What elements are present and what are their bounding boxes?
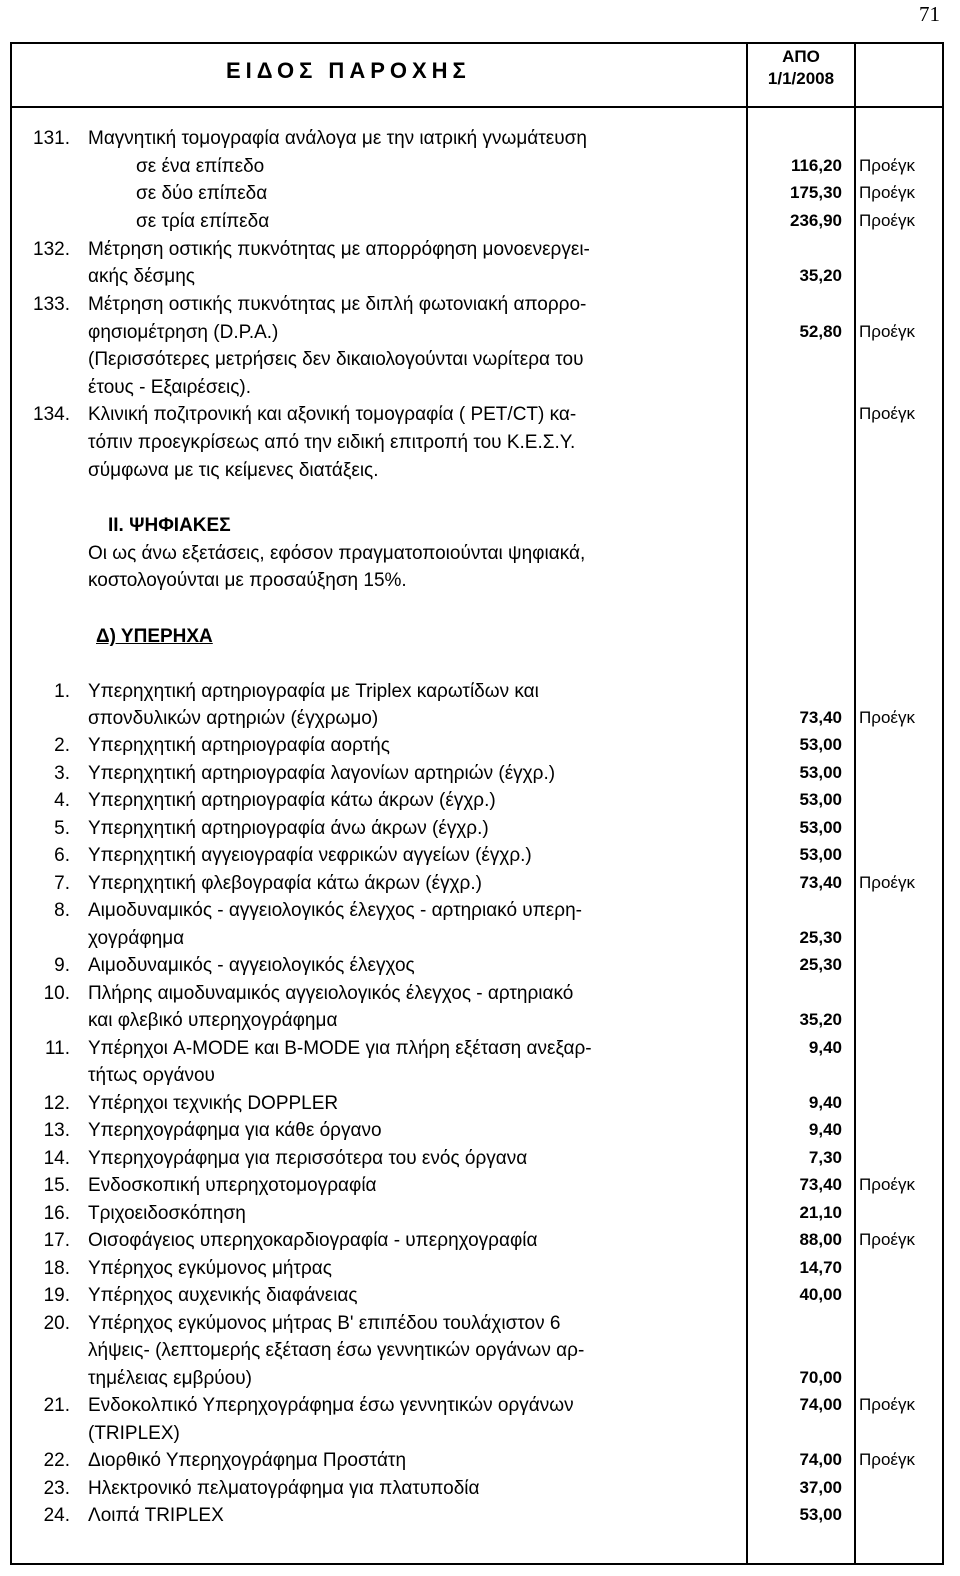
item-price: 175,30: [790, 183, 842, 202]
item-number: 22.: [43, 1450, 70, 1471]
item-description: Υπερηχητική αρτηριογραφία λαγονίων αρτηριών (έγχρ.): [88, 763, 556, 784]
item-number: 12.: [43, 1093, 70, 1114]
item-description: Δ) ΥΠΕΡΗΧΑ: [96, 626, 213, 647]
item-approval-note: Προέγκ: [859, 183, 915, 202]
item-description: Υπέρηχος αυχενικής διαφάνειας: [88, 1285, 358, 1306]
list-item: [0, 1313, 960, 1340]
item-description: σε δύο επίπεδα: [136, 183, 268, 204]
list-item: [0, 349, 960, 376]
item-description: Μέτρηση οστικής πυκνότητας με απορρόφηση μονοενεργει-: [88, 239, 590, 260]
item-price: 37,00: [799, 1478, 842, 1497]
item-description: λήψεις- (λεπτομερής εξέταση έσω γεννητικών οργάνων αρ-: [88, 1340, 585, 1361]
item-description: σύμφωνα με τις κείμενες διατάξεις.: [88, 460, 379, 481]
item-price: 7,30: [808, 1148, 842, 1167]
item-description: (TRIPLEX): [88, 1423, 180, 1444]
list-item: [0, 983, 960, 1010]
item-description: Ενδοσκοπική υπερηχοτομογραφία: [88, 1175, 377, 1196]
item-description: Τριχοειδοσκόπηση: [88, 1203, 246, 1224]
price-header-line2: 1/1/2008: [767, 69, 835, 88]
item-number: 20.: [43, 1313, 70, 1334]
list-item: [0, 790, 960, 817]
item-description: χογράφημα: [88, 928, 185, 949]
list-item: [0, 322, 960, 349]
header-divider: [10, 106, 944, 108]
item-price: 53,00: [799, 763, 842, 782]
list-item: [0, 515, 960, 542]
list-item: [0, 626, 960, 653]
item-description: Διορθικό Υπερηχογράφημα Προστάτη: [88, 1450, 407, 1471]
list-item: [0, 128, 960, 155]
list-item: [0, 1093, 960, 1120]
item-description: Αιμοδυναμικός - αγγειολογικός έλεγχος - αρτηριακό υπερη-: [88, 900, 582, 921]
list-item: [0, 1368, 960, 1395]
list-item: [0, 1148, 960, 1175]
item-description: Υπερηχητική αρτηριογραφία με Triplex καρωτίδων και: [88, 681, 539, 702]
list-item: [0, 1065, 960, 1092]
item-number: 13.: [43, 1120, 70, 1141]
item-number: 133.: [33, 294, 70, 315]
list-item: [0, 1505, 960, 1532]
item-price: 25,30: [799, 928, 842, 947]
list-item: [0, 460, 960, 487]
item-number: 5.: [54, 818, 70, 839]
item-number: 132.: [33, 239, 70, 260]
item-description: Ενδοκολπικό Υπερηχογράφημα έσω γεννητικών οργάνων: [88, 1395, 574, 1416]
list-item: [0, 735, 960, 762]
item-price: 53,00: [799, 1505, 842, 1524]
list-item: [0, 955, 960, 982]
item-description: Υπέρηχοι τεχνικής DOPPLER: [88, 1093, 339, 1114]
item-description: Υπερηχητική αγγειογραφία νεφρικών αγγείων (έγχρ.): [88, 845, 532, 866]
item-price: 53,00: [799, 735, 842, 754]
item-description: φησιομέτρηση (D.P.A.): [88, 322, 279, 343]
item-price: 52,80: [799, 322, 842, 341]
item-description: τημέλειας εμβρύου): [88, 1368, 252, 1389]
item-description: II. ΨΗΦΙΑΚΕΣ: [108, 515, 231, 536]
item-description: Οισοφάγειος υπερηχοκαρδιογραφία - υπερηχογραφία: [88, 1230, 538, 1251]
list-item: [0, 1395, 960, 1422]
item-description: τόπιν προεγκρίσεως από την ειδική επιτροπή του Κ.Ε.Σ.Υ.: [88, 432, 576, 453]
item-price: 53,00: [799, 845, 842, 864]
list-item: [0, 763, 960, 790]
item-price: 74,00: [799, 1395, 842, 1414]
list-item: [0, 1340, 960, 1367]
item-description: Μέτρηση οστικής πυκνότητας με διπλή φωτονιακή απορρο-: [88, 294, 587, 315]
item-description: Υπέρηχος εγκύμονος μήτρας Β' επιπέδου τουλάχιστον 6: [88, 1313, 561, 1334]
item-description: (Περισσότερες μετρήσεις δεν δικαιολογούνται νωρίτερα του: [88, 349, 584, 370]
list-item: [0, 404, 960, 431]
item-description: Υπερηχητική αρτηριογραφία κάτω άκρων (έγχρ.): [88, 790, 496, 811]
list-item: [0, 1038, 960, 1065]
item-price: 73,40: [799, 708, 842, 727]
item-description: Υπερηχητική αρτηριογραφία αορτής: [88, 735, 390, 756]
item-price: 35,20: [799, 1010, 842, 1029]
list-item: [0, 1285, 960, 1312]
list-item: [0, 1423, 960, 1450]
item-number: 23.: [43, 1478, 70, 1499]
item-description: Μαγνητική τομογραφία ανάλογα με την ιατρική γνωμάτευση: [88, 128, 587, 149]
item-approval-note: Προέγκ: [859, 404, 915, 423]
column-header-price: [748, 46, 854, 90]
item-description: σε ένα επίπεδο: [136, 156, 265, 177]
list-item: [0, 900, 960, 927]
item-approval-note: Προέγκ: [859, 1395, 915, 1414]
item-number: 18.: [43, 1258, 70, 1279]
item-price: 73,40: [799, 873, 842, 892]
item-number: 131.: [33, 128, 70, 149]
item-number: 24.: [43, 1505, 70, 1526]
list-item: [0, 1230, 960, 1257]
item-description: Λοιπά TRIPLEX: [88, 1505, 224, 1526]
item-description: Υπερηχογράφημα για περισσότερα του ενός όργανα: [88, 1148, 528, 1169]
list-item: [0, 377, 960, 404]
item-price: 70,00: [799, 1368, 842, 1387]
item-description: τήτως οργάνου: [88, 1065, 215, 1086]
item-price: 73,40: [799, 1175, 842, 1194]
list-item: [0, 294, 960, 321]
list-item: [0, 432, 960, 459]
list-item: [0, 1120, 960, 1147]
item-number: 9.: [54, 955, 70, 976]
list-item: [0, 681, 960, 708]
item-description: Υπερηχογράφημα για κάθε όργανο: [88, 1120, 382, 1141]
item-price: 74,00: [799, 1450, 842, 1469]
item-description: Κλινική ποζιτρονική και αξονική τομογραφία ( PET/CT) κα-: [88, 404, 577, 425]
item-description: και φλεβικό υπερηχογράφημα: [88, 1010, 338, 1031]
item-price: 53,00: [799, 818, 842, 837]
item-price: 9,40: [808, 1093, 842, 1112]
item-number: 14.: [43, 1148, 70, 1169]
item-price: 236,90: [790, 211, 842, 230]
item-price: 21,10: [799, 1203, 842, 1222]
item-price: 14,70: [799, 1258, 842, 1277]
item-approval-note: Προέγκ: [859, 156, 915, 175]
item-price: 9,40: [808, 1120, 842, 1139]
item-description: Αιμοδυναμικός - αγγειολογικός έλεγχος: [88, 955, 415, 976]
list-item: [0, 239, 960, 266]
item-description: Υπέρηχοι A-MODE και B-MODE για πλήρη εξέταση ανεξαρ-: [88, 1038, 592, 1059]
item-approval-note: Προέγκ: [859, 1175, 915, 1194]
item-number: 4.: [54, 790, 70, 811]
item-number: 1.: [54, 681, 70, 702]
item-number: 15.: [43, 1175, 70, 1196]
item-number: 7.: [54, 873, 70, 894]
item-description: Οι ως άνω εξετάσεις, εφόσον πραγματοποιούνται ψηφιακά,: [88, 543, 586, 564]
item-number: 11.: [44, 1038, 70, 1059]
list-item: [0, 1175, 960, 1202]
item-approval-note: Προέγκ: [859, 211, 915, 230]
item-approval-note: Προέγκ: [859, 322, 915, 341]
price-header-line1: ΑΠΟ: [782, 47, 820, 66]
list-item: [0, 1258, 960, 1285]
item-price: 25,30: [799, 955, 842, 974]
item-description: κοστολογούνται με προσαύξηση 15%.: [88, 570, 407, 591]
item-number: 134.: [33, 404, 70, 425]
item-number: 17.: [43, 1230, 70, 1251]
item-number: 3.: [54, 763, 70, 784]
list-item: [0, 928, 960, 955]
item-price: 116,20: [790, 156, 842, 175]
item-description: σε τρία επίπεδα: [136, 211, 270, 232]
item-approval-note: Προέγκ: [859, 708, 915, 727]
page-number: 71: [919, 2, 940, 26]
item-number: 21.: [43, 1395, 70, 1416]
list-item: [0, 183, 960, 210]
item-description: έτους - Εξαιρέσεις).: [88, 377, 252, 398]
item-price: 9,40: [808, 1038, 842, 1057]
list-item: [0, 543, 960, 570]
item-description: ακής δέσμης: [88, 266, 195, 287]
list-item: [0, 1450, 960, 1477]
item-approval-note: Προέγκ: [859, 1230, 915, 1249]
list-item: [0, 708, 960, 735]
item-approval-note: Προέγκ: [859, 873, 915, 892]
item-number: 2.: [54, 735, 70, 756]
item-description: Υπερηχητική φλεβογραφία κάτω άκρων (έγχρ.): [88, 873, 482, 894]
list-item: [0, 266, 960, 293]
item-number: 16.: [43, 1203, 70, 1224]
item-approval-note: Προέγκ: [859, 1450, 915, 1469]
item-price: 40,00: [799, 1285, 842, 1304]
list-item: [0, 156, 960, 183]
item-number: 10.: [43, 983, 70, 1004]
item-number: 19.: [43, 1285, 70, 1306]
list-item: [0, 1010, 960, 1037]
item-price: 35,20: [799, 266, 842, 285]
item-price: 53,00: [799, 790, 842, 809]
item-description: Πλήρης αιμοδυναμικός αγγειολογικός έλεγχος - αρτηριακό: [88, 983, 574, 1004]
item-description: σπονδυλικών αρτηριών (έγχρωμο): [88, 708, 379, 729]
item-price: 88,00: [799, 1230, 842, 1249]
item-description: Υπέρηχος εγκύμονος μήτρας: [88, 1258, 332, 1279]
item-description: Υπερηχητική αρτηριογραφία άνω άκρων (έγχρ.): [88, 818, 489, 839]
list-item: [0, 873, 960, 900]
list-item: [0, 1478, 960, 1505]
list-item: [0, 570, 960, 597]
list-item: [0, 211, 960, 238]
column-header-title: ΕΙΔΟΣ ΠΑΡΟΧΗΣ: [226, 58, 471, 83]
list-item: [0, 1203, 960, 1230]
item-description: Ηλεκτρονικό πελματογράφημα για πλατυποδία: [88, 1478, 480, 1499]
list-item: [0, 818, 960, 845]
item-number: 6.: [54, 845, 70, 866]
list-item: [0, 845, 960, 872]
item-number: 8.: [54, 900, 70, 921]
